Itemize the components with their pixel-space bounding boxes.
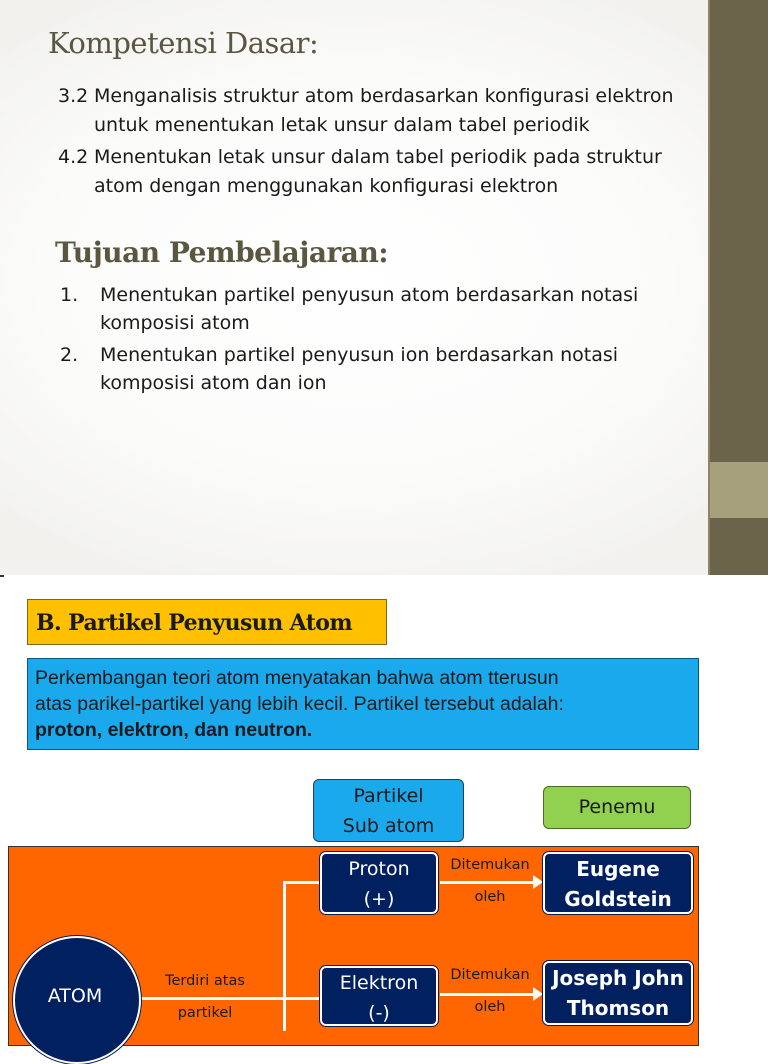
intro-textbox (27, 658, 699, 750)
eugene-goldstein-box (543, 852, 693, 914)
arrow-proton-head (533, 875, 543, 889)
thomson-line2: Thomson (566, 996, 670, 1020)
ditemukan-label-proton: Ditemukan (450, 857, 530, 873)
tujuan-pembelajaran-title: Tujuan Pembelajaran: (55, 236, 389, 269)
tp-number: 1. (60, 284, 79, 306)
sidebar-accent (710, 462, 768, 518)
connector-atom-to-elektron (137, 997, 320, 1000)
subatom-line1: Partikel (353, 785, 424, 807)
oleh-label-elektron: oleh (474, 999, 506, 1015)
tp-text-line2: komposisi atom dan ion (100, 372, 327, 394)
kd-number: 4.2 (58, 146, 89, 168)
proton-label: Proton (348, 858, 410, 880)
elektron-charge: (-) (368, 1002, 390, 1024)
slide-atom-particles (0, 575, 768, 1024)
subatom-header-box (313, 779, 464, 842)
tp-number: 2. (60, 344, 79, 366)
penemu-header-box: Penemu (543, 786, 691, 829)
tp-item (60, 281, 700, 337)
elektron-box (320, 966, 438, 1026)
intro-bold-line: proton, elektron, dan neutron. (35, 719, 313, 741)
slide-divider-mark (0, 575, 4, 577)
atom-label: ATOM (47, 985, 103, 1007)
subatom-line2: Sub atom (342, 815, 435, 837)
joseph-john-thomson-box (543, 961, 693, 1025)
tp-text-line1: Menentukan partikel penyusun atom berdasarkan notasi (100, 284, 639, 306)
intro-line2: atas parikel-partikel yang lebih kecil. Partikel tersebut adalah: (35, 693, 564, 715)
connector-to-proton (283, 881, 320, 884)
elektron-label: Elektron (339, 972, 419, 994)
proton-charge: (+) (363, 888, 395, 910)
arrow-proton-line (440, 881, 533, 884)
tp-text-line1: Menentukan partikel penyusun ion berdasarkan notasi (100, 344, 619, 366)
eugene-line1: Eugene (576, 857, 660, 881)
terdiri-atas-label: Terdiri atas (165, 973, 245, 989)
intro-line1: Perkembangan teori atom menyatakan bahwa atom tterusun (35, 667, 559, 689)
section-heading: B. Partikel Penyusun Atom (27, 599, 387, 645)
oleh-label-proton: oleh (474, 889, 506, 905)
connector-vertical (283, 881, 286, 1031)
eugene-line2: Goldstein (564, 887, 672, 911)
arrow-elektron-line (440, 993, 533, 996)
ditemukan-label-elektron: Ditemukan (450, 967, 530, 983)
kompetensi-dasar-title: Kompetensi Dasar: (48, 26, 319, 60)
partikel-label: partikel (177, 1005, 233, 1021)
kd-item (58, 143, 698, 201)
kd-item (58, 82, 698, 140)
kd-text-line1: Menganalisis struktur atom berdasarkan konfigurasi elektron (94, 85, 674, 107)
kd-text-line2: atom dengan menggunakan konfigurasi elektron (94, 175, 559, 197)
kd-text-line1: Menentukan letak unsur dalam tabel periodik pada struktur (94, 146, 662, 168)
proton-box (320, 852, 438, 914)
thomson-line1: Joseph John (552, 966, 684, 990)
tp-item (60, 341, 700, 397)
kd-number: 3.2 (58, 85, 89, 107)
tp-text-line2: komposisi atom (100, 312, 250, 334)
kd-text-line2: untuk menentukan letak unsur dalam tabel periodik (94, 114, 590, 136)
